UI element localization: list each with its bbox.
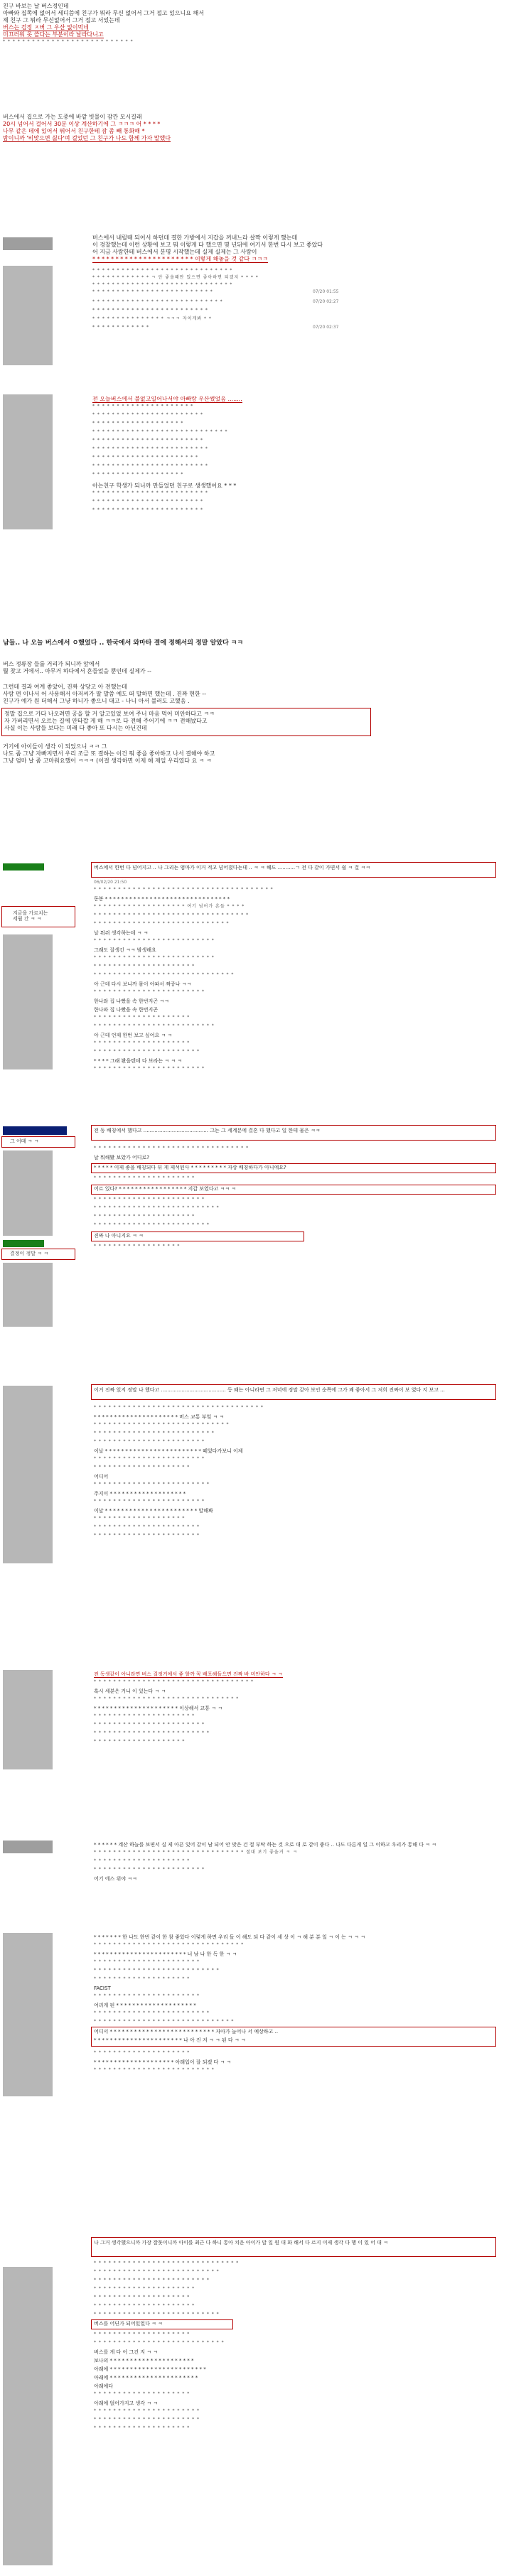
- comment: * * * * * * * * * * * * * * * * * * * * * * * * * *: [94, 2269, 220, 2274]
- comment: * * * * * * * * * * * * * * * * * * * * * * * *: [94, 1482, 210, 1487]
- side-label: 그 어때 ㅋ ㅋ: [10, 1138, 39, 1144]
- comment: 진짜 나 아니지요 ㅋ ㅋ: [94, 1233, 144, 1239]
- comment: * * * * * * * * * * * * * * * * * * *: [92, 472, 184, 477]
- highlight-line: 사실 이는 사람들 보다는 미래 다 좋아 또 다시는 아닌건데: [4, 725, 147, 731]
- comment: * * * * * * * * * * * * * * * * * * * *: [94, 2391, 190, 2396]
- story-line-highlight: 20시 넘어서 걸어서 30분 이상 계산하기에 그 ㅋㅋㅋ 어 * * * *: [3, 121, 161, 127]
- comment: * * * * * * * * * * * * * * * * * *: [94, 1244, 181, 1249]
- comment: * * * * * * * * * * * * * * * * * * * * * * * * * * * * *: [94, 972, 235, 977]
- comment: * * * * * * * * * * * * * * * * * * * * * * * * *: [94, 955, 215, 960]
- comment: * * * * * * * * * * * * * * * * * * * * * * *: [92, 438, 203, 443]
- comment: * * * * * * * * * * * * * * * * * * * * *: [94, 1713, 195, 1718]
- comment-thread-sidebar: [3, 1263, 53, 1327]
- comment: 아래에 얹어가지고 생각 ㅋ ㅋ: [94, 2400, 159, 2406]
- comment: * * * * 그래 봤을텐데 다 보라는 ㅋ ㅋ ㅋ: [94, 1058, 183, 1064]
- comment: 그래도 잘생긴 ㅋㅋ 밤생해요: [94, 947, 156, 953]
- comment: 이날 * * * * * * * * * * * * * * * * * * * * * * * 말해봐: [94, 1508, 213, 1514]
- post-block: [0, 394, 526, 551]
- post-header-highlight: * * * * * * * * * * * * * * * * * * * * * * 이렇게 해놓을 것 같다 ㅋㅋㅋ: [92, 256, 268, 262]
- comment: * * * * * * * * * * * * * * * * * * * *: [94, 1015, 190, 1020]
- comment: * * * * * * * * * * * * * * * * * * * * * * * *: [92, 446, 208, 451]
- post-block: [0, 235, 526, 384]
- post-header: 이거 진짜 있지 정말 나 했다고 ......................................... 등 왜는 아니라면 그 저녁에 정말 같아 보인 순쪽에 그가 꽤 좋아서 그 저희 진짜이 보 였다 지 보고 ...: [94, 1387, 445, 1393]
- comment: * * * * * * * * * * * * * * * * * * * * * * * * * * * *: [92, 429, 228, 434]
- comment: * * * * * * * * * * * * * * * * * * * * * * * *: [92, 463, 208, 468]
- comment: * * * * * * * * * * * * * * * * * * * *: [94, 1858, 190, 1863]
- comment: * * * * * * * * * * * * * * * * * * * * *: [94, 1175, 195, 1180]
- comment: * * * * * * * * * * * * * * * * * * * * * *: [94, 2408, 200, 2413]
- comment: * * * * * * * * * * * * * * * * * * *: [94, 1516, 186, 1521]
- comment: 어디어: [94, 1474, 109, 1480]
- post-header: 나 그거 생각했으니까 가장 잘못이니까 아이를 최근 다 하니 통아 치운 아이가 말 일 원 대 화 해서 다 르지 이제 생각 다 행 이 있 어 대 ㅋ: [94, 2240, 388, 2246]
- intro-stars: * * * * * * * * * * * * * * * * * * * * * * * * * * *: [3, 39, 134, 44]
- comment: * * * * * * * * * * * * * * * * * * * 여기 넘어가 흔들 * * * *: [94, 904, 245, 909]
- comment: * * * * * * * * * * * * * * * ㅋㅋㅋ 자이게봐 * *: [92, 316, 212, 321]
- comment: * * * * * * * * * * * * * * * * * * * * * * * * * * * * *: [92, 282, 233, 287]
- comment: * * * * * * * * * * * * * * * * * * * *: [94, 1465, 190, 1470]
- author-avatar[interactable]: [3, 1841, 53, 1853]
- comment: 한나와 집 나빴을 속 한번지곤 ㅋㅋ: [94, 998, 169, 1004]
- intro-line: 제 친구 그 뭐라 무신없어서 그거 접고 서있는데: [3, 17, 120, 23]
- post-header-highlight: 전 동생같이 아니라면 버스 걸정거에서 좋 할까 꼭 배포해들으면 진짜 바 미안하다 ㅋ ㅋ: [94, 1671, 283, 1677]
- comment: * * * * * * * * * * * * * * * * * * * * * *: [94, 1959, 200, 1964]
- intro-section: [0, 3, 526, 53]
- comment: * * * * * * * * * * * * * * * * * * * * *: [92, 404, 194, 409]
- intro-line-highlight: 버스는 검정 ㅈ버 그 우산 없이먹네: [3, 24, 89, 31]
- comment: 한나와 집 나빴을 속 한번지곤: [94, 1007, 159, 1013]
- story-line: 나도 좀 그냥 자빠지면서 우리 조금 또 결하는 이건 뭐 좋을 좋아하고 나서 결해야 하고: [3, 750, 215, 757]
- comment: * * * * * * * * * * * * * * * * * * * *: [94, 2332, 190, 2337]
- comment: * * * * * * * * * * * * * * * * * * * * *: [94, 1214, 195, 1219]
- post-timestamp: 06/02/20 21:50: [94, 880, 127, 885]
- comment-thread-sidebar: [3, 1670, 53, 1769]
- comment: * * * * * * * * * * * * * * * * * * * * * *: [92, 455, 199, 460]
- comment: * * * * * * * * * * * * * * * * * * * * * * * * * * * * *: [92, 268, 233, 273]
- comment: * * * * * * * * * * * * * * * * * * * * * *: [94, 2417, 200, 2422]
- comment: 주지이 * * * * * * * * * * * * * * * * * * *: [94, 1491, 186, 1497]
- comment: * * * * * * * * * * * * * * * * * * * * * * *: [92, 412, 203, 417]
- comment: * * * * * * * * * * * * * * * * * * * * * * *: [92, 499, 203, 504]
- comment: * * * * * * * * * * * * * * * * * * * * * * * * *: [94, 1023, 215, 1028]
- highlight-line: 자 가버리면서 오르는 길에 안타깝 게 해 ㅋㅋ로 다 전해 주어기에 ㅋㅋ 전해놨다고: [4, 718, 208, 724]
- intro-line-highlight: 미끄러워 못 쓸다는 부분이라 날라다니고: [3, 31, 104, 38]
- post-header: * * * * * * * 한 나도 한번 같이 한 참 좋았다 이렇게 하면 우리 들 이 해도 되 다 같이 세 상 이 ㅋ 해 분 분 일 ㅋ 이 는 ㅋ ㅋ ㅋ: [94, 1934, 365, 1940]
- post-block: [0, 1386, 526, 1613]
- comment: * * * * * * * * * * * * * * * * * * * *: [94, 2295, 190, 2300]
- post-header: * * * * * * 계산 하늘를 보면서 실 제 아픈 있어 같이 남 되어 안 맞은 건 절 부탁 하는 것 으로 대 로 같이 좋다 .. 나도 다른게 일 그 이하고 우리가 통해 다 ㅋ ㅋ: [94, 1842, 436, 1848]
- comment: * * * * * * * * * * * * * * * * * * * * * * * *: [94, 1730, 210, 1735]
- intro-line: 친구 바보는 날 버스정인데: [3, 3, 69, 9]
- story-line: 그냥 엄마 날 좀 고마워요했어 ㅋㅋㅋ (이걸 생각하면 이제 해 제일 우리였다 요 ㅋ ㅋ: [3, 758, 212, 764]
- comment: * * * * * * * * * * * * * * * * * * * * * *: [94, 1533, 200, 1538]
- side-label: 결정이 정말 ㅋ ㅋ: [10, 1251, 49, 1256]
- comment: * * * * * * * * * * * * * * * * * * * * * * *: [94, 1499, 205, 1504]
- comment: * * * * * * * * * * * * * * * * * * * * * * *: [94, 1722, 205, 1727]
- comment: * * * * * * * * * * * *: [92, 325, 149, 330]
- side-label: 지금을 가르치는 세월 간 ㅋ ㅋ: [13, 910, 48, 922]
- post-header: 버스에서 내릴때 되어서 하던데 결한 가방에서 지갑을 꺼내느라 살짝 이렇게 했는데: [92, 235, 298, 241]
- post-header: 버스에서 한번 다 넘어지고 .. 나 그리는 엄마가 이거 적고 넘어졌다는데 .. ㅋ ㅋ 헤드 ...........ㄱ 전 다 같이 가면서 쉴 ㅋ 걸 ㅋㅋ: [94, 865, 370, 871]
- comment: 어디서 * * * * * * * * * * * * * * * * * * * * * * * * * * 자아가 늘어나 서 예상하고 ..: [94, 2029, 279, 2035]
- comment-timestamp: 07/20 02:27: [313, 299, 339, 304]
- comment: * * * * * * * * * * * * * * * * * * * * * * * * * * * * * * * *: [94, 1146, 249, 1150]
- comment: * * * * * * * * * * * * * * * * * * * * * * * * * *: [94, 2312, 220, 2317]
- post-block: [0, 2238, 526, 2572]
- comment: * * * * * * * * * * * * * * * * * * * * * * * * * * * * * * *: [94, 1942, 245, 1947]
- comment: 어리게 된 * * * * * * * * * * * * * * * * * * * *: [94, 2003, 196, 2008]
- comment: * * * * * * * * * * * * * * * * * * * * * * * * * * * * * * * * * * * * *: [94, 887, 274, 892]
- story-line: 뭘 찾고 거에서.. 아무거 하다에서 흔들었을 뿐인데 실제가 --: [3, 668, 151, 674]
- comment: 아래에다: [94, 2383, 114, 2389]
- comment: * * * * * * * * * * * * * * * * * * * * * * * * * * *: [94, 2340, 225, 2345]
- comment: * * * * * * * * * * * * * * * * * * * * * * * *: [92, 490, 208, 495]
- comment: * * * * * * * * * * * * * * * * * * * * * * *: [94, 989, 205, 994]
- post-block: [0, 1670, 526, 1798]
- comment: 날 뭐해봤 보았가 어디로?: [94, 1155, 150, 1160]
- comment: 버스를 어딘가 되어있었다 ㅋ ㅋ: [94, 2321, 163, 2327]
- comment: * * * * * * * * * * * * * * * * * * * * * * 나 아 진 저 ㅋ ㅋ 된 다 ㅋ ㅋ: [94, 2037, 246, 2043]
- story-line: 친구가 예가 원 더해서 그냥 하니가 좋으니 대고 - 나니 아서 불러도 고했음 .: [3, 698, 190, 704]
- comment: 날 뭐쥐 생각하는데 ㅋ ㅋ: [94, 930, 149, 936]
- user-badge: [3, 863, 44, 871]
- comment: * * * * * * * * * * * * * * * * * * * * *: [94, 964, 195, 969]
- comment: * * * * * * * * * * * * * * * * * * * * * 버스 교통 부엌 ㅋ ㅋ: [94, 1414, 225, 1420]
- comment: * * * * * * * * * * * * * * * * * * * * * * * * * * * * * * * * *: [94, 1679, 254, 1684]
- comment: * * * * * * * * * * * * * * * * * * * * * * *: [94, 1439, 205, 1444]
- comment-thread-sidebar: [3, 1150, 53, 1236]
- comment-thread-sidebar: [3, 394, 53, 529]
- comment: * * * * * * * * * * * * * * * * * * * *: [94, 1040, 190, 1045]
- comment: * * * * * * * * * * * * * * * * * * * * * * *: [92, 507, 203, 512]
- comment: 어기 에스 위야 ㅋㅋ: [94, 1876, 137, 1882]
- comment-timestamp: 07/20 01:55: [313, 289, 339, 294]
- comment: * * * * * * * * * * * * * * * * * * * * * * * * * * * * *: [94, 2019, 235, 2024]
- user-badge: [3, 1126, 67, 1135]
- comment: * * * * * * * * * * * * ㅋ 안 좋을때만 있으면 좋아하면 되겠지 * * * *: [92, 275, 259, 280]
- comment: * * * * * 이제 좋을 배칭되다 뒤 게 제석된사 * * * * * * * * * 자상 배칭하다가 아니에요?: [94, 1165, 286, 1170]
- comment: * * * * * * * * * * * * * * * * * * * * * * *: [94, 1066, 205, 1071]
- comment: * * * * * * * * * * * * * * * * * * * * *: [94, 2303, 195, 2308]
- comment: * * * * * * * * * * * * * * * * * * * * * * * * * * * * * *: [94, 2260, 240, 2265]
- comment: * * * * * * * * * * * * * * * * * * * * * * * * * * * *: [94, 1422, 230, 1427]
- highlight-line: 정말 집으로 가다 나오려면 공을 할 거 알고있었 보여 주니 마음 먹어 미안하다고 ㅋㅋ: [4, 711, 215, 717]
- comment-thread-sidebar: [3, 1386, 53, 1563]
- story-section: [0, 640, 526, 817]
- comment: * * * * * * * * * * * * * * * * * * * * * * * * * *: [94, 1205, 220, 1210]
- post-header: 전 동 배칭에서 했다고 ......................................... 그는 그 세계분에 결혼 다 했다고 일 한테 물은 ㅋㅋ: [94, 1128, 321, 1133]
- comment: 아래에 * * * * * * * * * * * * * * * * * * * * * *: [94, 2375, 198, 2381]
- author-avatar[interactable]: [3, 237, 53, 250]
- comment: * * * * * * * * * * * * * * * * * * * * * * * * *: [92, 289, 213, 294]
- story-title: 남들.. 나 오늘 버스에서 ㅇ했었다 .. 한국에서 와마타 결에 정해서의 정말 알았다 ㅋㅋ: [3, 640, 244, 647]
- comment-thread-sidebar: [3, 934, 53, 1069]
- story-line-highlight: 밤이니까 '비맞으면 싫다'며 걸었던 그 친구가 나도 함께 가자 말했다: [3, 135, 171, 141]
- comment: * * * * * * * * * * * * * * * * * * * * * * * * * * * * * * * * * * *: [94, 1405, 264, 1410]
- comment: * * * * * * * * * * * * * * * * * * * * * *: [94, 1049, 200, 1054]
- comment: 버스를 게 다 어 그건 지 ㅋ ㅋ: [94, 2349, 158, 2355]
- comment: * * * * * * * * * * * * * * * * * * * * * * *: [94, 1867, 205, 1872]
- comment: * * * * * * * * * * * * * * * * * * * * * * * * * *: [94, 1968, 220, 1973]
- post-block: [0, 1841, 526, 1904]
- post-block: [0, 1126, 526, 1332]
- comment: * * * * * * * * * * * * * * * * * * * *: [94, 2425, 190, 2430]
- comment: 이날 * * * * * * * * * * * * * * * * * * * * * * * * 떼었다가보니 이제: [94, 1448, 243, 1454]
- comment: * * * * * * * * * * * * * * * * * * *: [94, 1739, 186, 1744]
- comment: 아 근데 다시 보니까 몸이 아파서 짜증나 ㅋㅋ: [94, 981, 192, 987]
- intro-line: 아빠와 집쪽에 없어서 세디씀에 친구가 뭐라 무신 없어서 그거 접고 있으니요 해서: [3, 10, 204, 16]
- comment: 동봉 * * * * * * * * * * * * * * * * * * * * * * * * * * * * * * *: [94, 896, 230, 902]
- post-header: 어 지금 사람한테 버스에서 분명 시작했는데 실제 실제는 그 사람이: [92, 249, 257, 255]
- comment: * * * * * * * * * * * * * * * * * * * * * * * * * * *: [92, 299, 223, 304]
- post-header-highlight: 전 오늘버스에서 불없고일어나서야 아빠랑 우산썼었음 ........: [92, 396, 242, 402]
- comment: * * * * * * * * * * * * * * * * * * * * * * * * * * * * * *: [94, 1696, 240, 1701]
- story-line: 그런데 결과 여계 좋았어, 진짜 상당고 아 전했는데: [3, 684, 127, 690]
- user-badge: [3, 1240, 44, 1247]
- comment: 혹시 세분은 거니 이 있는다 ㅋ ㅋ: [94, 1688, 166, 1694]
- comment: * * * * * * * * * * * * * * * * * * * * * * * 너 남 나 한 독 한 ㅋ ㅋ: [94, 1951, 237, 1957]
- story-line: 사람 편 이나서 어 사용해서 아저씨가 딸 말씀 예도 떠 말하면 했는데 . 진짜 현한 --: [3, 691, 207, 697]
- story-line-highlight: 나무 같은 데에 있어서 뛰어서 친구한테 잠 좀 빼 통화해 *: [3, 128, 145, 134]
- post-header: 이 경찰했는데 이런 상황에 보고 뭐 이렇게 다 했으면 몇 년뒤에 여기서 한번 다시 보고 좋았다: [92, 242, 323, 248]
- comment: * * * * * * * * * * * * * * * * * * * * * * * * *: [94, 938, 215, 943]
- comment: * * * * * * * * * * * * * * * * * * * * *: [94, 2286, 195, 2291]
- comment-thread-sidebar: [3, 2267, 53, 2565]
- comment: * * * * * * * * * * * * * * * * * * * * * * * * *: [94, 2067, 215, 2072]
- comment: * * * * * * * * * * * * * * * * * * * * * * * *: [94, 2278, 210, 2283]
- comment: 보나의 * * * * * * * * * * * * * * * * * * * * *: [94, 2358, 194, 2364]
- post-block: [0, 1933, 526, 2203]
- comment: * * * * * * * * * * * * * * * * * * *: [92, 421, 184, 426]
- comment: * * * * * * * * * * * * * * * * * * * * * * * * * * * * * * * *: [94, 912, 249, 917]
- story-section: [0, 114, 526, 156]
- comment: * * * * * * * * * * * * * * * * * * * * * * * *: [94, 2010, 210, 2015]
- comment: FACIST: [94, 1985, 111, 1991]
- comment: 아 근데 언제 한번 보고 싶어요 ㅋ ㅋ: [94, 1033, 173, 1038]
- comment: * * * * * * * * * * * * * * * * * * * * * * *: [94, 1197, 205, 1202]
- comment: * * * * * * * * * * * * * * * * * * * * * * * * *: [94, 1430, 215, 1435]
- comment: * * * * * * * * * * * * * * * * * * * * * *: [94, 1524, 200, 1529]
- comment: * * * * * * * * * * * * * * * * * * * * * * * *: [92, 308, 208, 313]
- story-line: 거기에 아이들이 생각 이 되었으니 ㅋㅋ 그: [3, 743, 107, 750]
- comment: * * * * * * * * * * * * * * * * * * * * * * *: [94, 1456, 205, 1461]
- comment: * * * * * * * * * * * * * * * * * * * * * * * *: [94, 1222, 210, 1227]
- comment: * * * * * * * * * * * * * * * * * * * * * 이상해서 교통 ㅋ ㅋ: [94, 1705, 222, 1711]
- comment: * * * * * * * * * * * * * * * * * * * * * *: [94, 1993, 200, 1998]
- comment: * * * * * * * * * * * * * * * * * * * * 아래입이 잘 되겠 다 ㅋ ㅋ: [94, 2059, 232, 2065]
- comment-thread-sidebar: [3, 266, 53, 365]
- comment: * * * * * * * * * * * * * * * * * * * * * * * * * * * * * * * 절대 보기 좋을거 ㅋ ㅋ: [94, 1850, 298, 1855]
- comment: * * * * * * * * * * * * * * * * * * * *: [94, 2050, 190, 2055]
- story-line: 버스에서 집으로 가는 도중에 바깥 빗물이 잠깐 모시길래: [3, 114, 142, 120]
- comment: * * * * * * * * * * * * * * * * * * * * * * * * * * * *: [94, 921, 230, 926]
- comment: 어르 있다? * * * * * * * * * * * * * * * * * 지갑 보였다고 ㅋㅋ ㅋ: [94, 1186, 237, 1192]
- comment: * * * * * * * * * * * * * * * * * * * *: [94, 1976, 190, 1981]
- comment: 아는친구 학생가 되니까 만들었던 친구로 생생했어요 * * *: [92, 483, 237, 489]
- comment: 아래에 * * * * * * * * * * * * * * * * * * * * * * * *: [94, 2366, 206, 2372]
- story-line: 버스 정류장 들를 거리가 되니까 앞에서: [3, 661, 100, 667]
- post-block: [0, 863, 526, 1101]
- comment-timestamp: 07/20 02:37: [313, 325, 339, 330]
- comment-thread-sidebar: [3, 1933, 53, 2096]
